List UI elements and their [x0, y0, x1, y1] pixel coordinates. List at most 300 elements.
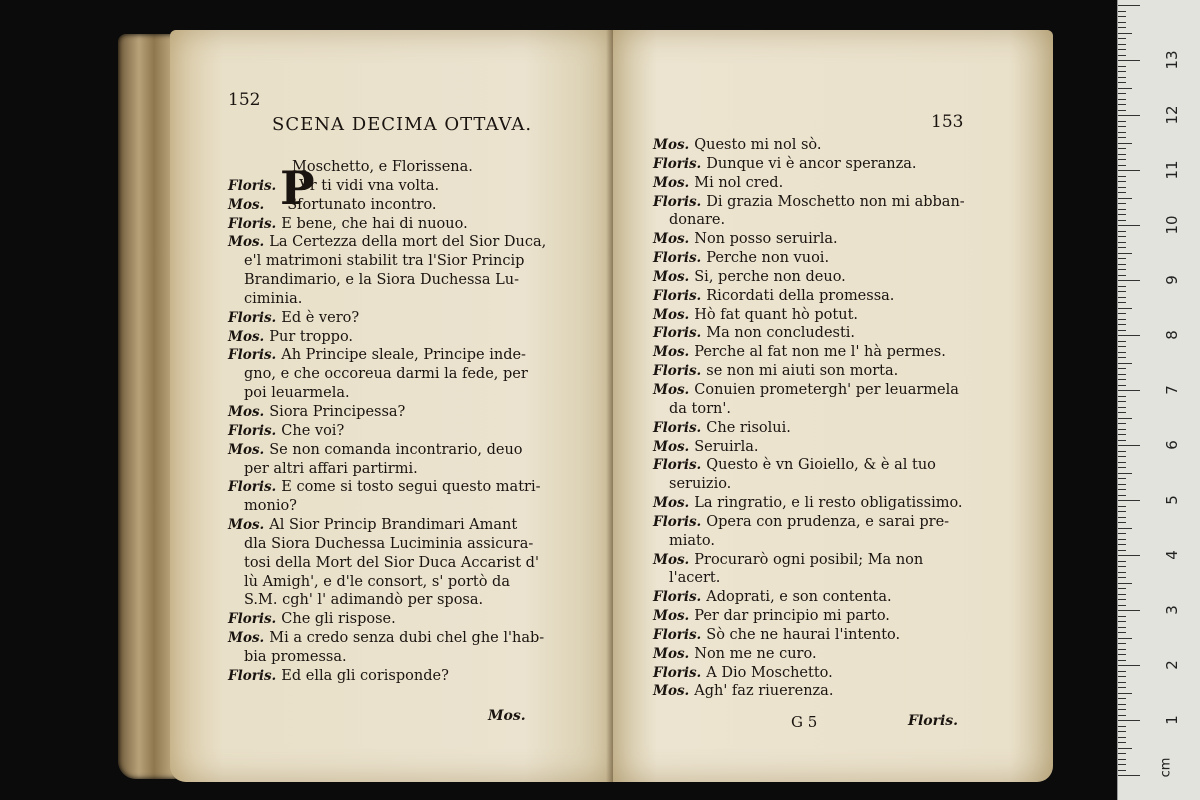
ruler-tick	[1118, 297, 1126, 298]
line-text: Hò fat quant hò potut.	[694, 306, 859, 323]
ruler-tick	[1118, 27, 1126, 28]
ruler-tick	[1118, 220, 1126, 221]
ruler-tick	[1118, 379, 1126, 380]
ruler-tick	[1118, 412, 1126, 413]
ruler-tick	[1118, 286, 1126, 287]
line-text: Ed ella gli corisponde?	[281, 667, 449, 684]
ruler-tick	[1118, 407, 1126, 408]
speaker-label: Mos.	[653, 137, 690, 153]
speaker-label: Mos.	[653, 683, 690, 700]
right-page-number: 153	[931, 112, 964, 132]
text-line	[228, 591, 546, 610]
ruler-number: 7	[1163, 385, 1181, 395]
text-line	[228, 309, 546, 328]
ruler-tick	[1118, 319, 1126, 320]
ruler-tick	[1118, 682, 1126, 683]
line-text: Brandimario, e la Siora Duchessa Lu-	[244, 272, 519, 289]
ruler-tick	[1118, 588, 1126, 589]
ruler-tick	[1118, 93, 1126, 94]
speaker-label: Mos.	[653, 306, 690, 323]
line-text: Pur troppo.	[269, 328, 354, 345]
text-line	[653, 513, 965, 532]
ruler-tick	[1118, 143, 1132, 144]
ruler-tick	[1118, 528, 1132, 529]
ruler-tick	[1118, 242, 1126, 243]
ruler-tick	[1118, 649, 1126, 650]
ruler-tick	[1118, 115, 1140, 116]
ruler-tick	[1118, 555, 1140, 556]
ruler-tick	[1118, 473, 1132, 474]
speaker-label: Floris.	[653, 589, 702, 606]
ruler-tick	[1118, 374, 1126, 375]
line-text: Agh' faz riuerenza.	[694, 683, 834, 700]
speaker-label: Floris.	[228, 479, 277, 496]
ruler-tick	[1118, 720, 1140, 721]
text-line	[228, 516, 546, 535]
ruler-tick	[1118, 423, 1126, 424]
line-text: da torn'.	[669, 400, 731, 417]
ruler-tick	[1118, 748, 1132, 749]
speaker-label: Mos.	[228, 517, 265, 534]
line-text: Ma non concludesti.	[706, 325, 856, 342]
line-text: Questo mi nol sò.	[694, 137, 822, 153]
text-line	[653, 475, 965, 494]
ruler-tick	[1118, 11, 1126, 12]
ruler-tick	[1118, 467, 1126, 468]
ruler-tick	[1118, 368, 1126, 369]
line-text: Seruirla.	[694, 438, 759, 455]
line-text: Questo è vn Gioiello, & è al tuo	[706, 457, 936, 474]
ruler-tick	[1118, 5, 1140, 6]
line-text: Non posso seruirla.	[694, 231, 838, 248]
ruler-tick	[1118, 390, 1140, 391]
ruler-tick	[1118, 104, 1126, 105]
line-text: Opera con prudenza, e sarai pre-	[706, 513, 950, 530]
left-catchword: Mos.	[488, 708, 526, 724]
text-line	[228, 478, 546, 497]
ruler-tick	[1118, 500, 1140, 501]
speaker-label: Floris.	[653, 193, 702, 210]
ruler-tick	[1118, 346, 1126, 347]
ruler-tick	[1118, 302, 1126, 303]
text-line	[653, 645, 965, 664]
text-line	[228, 460, 546, 479]
speaker-label: Floris.	[653, 626, 702, 643]
running-head: SCENA DECIMA OTTAVA.	[272, 114, 533, 135]
line-text: Mi a credo senza dubi chel ghe l'hab-	[269, 630, 545, 647]
ruler-tick	[1118, 506, 1126, 507]
line-text: Sò che ne haurai l'intento.	[706, 626, 901, 643]
ruler-tick	[1118, 627, 1126, 628]
ruler-tick	[1118, 643, 1126, 644]
ruler-tick	[1118, 187, 1126, 188]
ruler-tick	[1118, 632, 1126, 633]
ruler-tick	[1118, 583, 1132, 584]
ruler-tick	[1118, 533, 1126, 534]
ruler-tick	[1118, 775, 1140, 776]
ruler-tick	[1118, 258, 1126, 259]
text-line	[228, 403, 546, 422]
ruler-tick	[1118, 231, 1126, 232]
ruler-tick	[1118, 49, 1126, 50]
ruler-tick	[1118, 665, 1140, 666]
ruler-tick	[1118, 737, 1126, 738]
ruler-tick	[1118, 137, 1126, 138]
left-page	[170, 30, 613, 782]
line-text: Ed è vero?	[281, 309, 360, 326]
ruler-tick	[1118, 192, 1126, 193]
open-book	[118, 14, 1058, 789]
ruler-tick	[1118, 616, 1126, 617]
ruler-tick	[1118, 445, 1140, 446]
speaker-label: Mos.	[653, 645, 690, 662]
ruler-tick	[1118, 165, 1126, 166]
ruler-tick	[1118, 110, 1126, 111]
line-text: Al Sior Princip Brandimari Amant	[269, 517, 518, 534]
line-text: Dunque vi è ancor speranza.	[706, 155, 917, 172]
speaker-label: Floris.	[228, 215, 277, 232]
ruler-tick	[1118, 770, 1126, 771]
speaker-label: Floris.	[228, 611, 277, 628]
ruler-tick	[1118, 572, 1126, 573]
ruler-tick	[1118, 704, 1126, 705]
ruler-tick	[1118, 126, 1126, 127]
ruler-tick	[1118, 352, 1126, 353]
ruler-tick	[1118, 82, 1126, 83]
speaker-label: Mos.	[228, 196, 265, 213]
right-page	[613, 30, 1053, 782]
line-text: Per dar principio mi parto.	[694, 608, 890, 625]
speaker-label: Floris.	[653, 287, 702, 304]
ruler-tick	[1118, 225, 1140, 226]
ruler-tick	[1118, 440, 1126, 441]
ruler-tick	[1118, 396, 1126, 397]
line-text: Che voi?	[281, 422, 345, 439]
text-line	[228, 610, 546, 629]
ruler-tick	[1118, 484, 1126, 485]
ruler-tick	[1118, 566, 1126, 567]
ruler-tick	[1118, 181, 1126, 182]
text-line	[653, 682, 965, 701]
line-text: Che risolui.	[706, 419, 791, 436]
ruler-tick	[1118, 621, 1126, 622]
speaker-label: Mos.	[653, 381, 690, 398]
text-line	[653, 419, 965, 438]
text-line	[653, 230, 965, 249]
text-line	[228, 384, 546, 403]
text-line	[653, 287, 965, 306]
ruler-tick	[1118, 363, 1132, 364]
ruler-tick	[1118, 308, 1132, 309]
ruler-tick	[1118, 121, 1126, 122]
text-line	[228, 554, 546, 573]
left-page-text	[228, 158, 546, 686]
line-text: S.M. cgh' l' adimandò per sposa.	[244, 592, 484, 609]
text-line	[653, 438, 965, 457]
line-text: A Dio Moschetto.	[706, 664, 833, 681]
line-text: La ringratio, e li resto obligatissimo.	[694, 495, 963, 512]
line-text: Siora Principessa?	[269, 403, 406, 420]
ruler-tick	[1118, 451, 1126, 452]
ruler-tick	[1118, 77, 1126, 78]
ruler-tick	[1118, 341, 1126, 342]
ruler-tick	[1118, 511, 1126, 512]
text-line	[653, 456, 965, 475]
text-line	[653, 381, 965, 400]
ruler-tick	[1118, 209, 1126, 210]
ruler-tick	[1118, 33, 1132, 34]
speaker-label: Mos.	[228, 234, 265, 251]
speaker-label: Floris.	[653, 664, 702, 681]
speaker-label: Floris.	[228, 422, 277, 439]
ruler-tick	[1118, 148, 1126, 149]
line-text: tosi della Mort del Sior Duca Accarist d'	[244, 554, 539, 571]
ruler-tick	[1118, 742, 1126, 743]
speaker-label: Mos.	[228, 441, 265, 458]
ruler-tick	[1118, 610, 1140, 611]
speaker-label: Floris.	[228, 309, 277, 326]
measuring-ruler	[1117, 0, 1200, 800]
ruler-tick	[1118, 594, 1126, 595]
text-line	[228, 158, 546, 177]
ruler-tick	[1118, 522, 1126, 523]
drop-cap: P	[280, 161, 315, 215]
ruler-unit: cm	[1158, 757, 1174, 778]
ruler-tick	[1118, 605, 1126, 606]
ruler-tick	[1118, 280, 1140, 281]
text-line	[228, 422, 546, 441]
speaker-label: Floris.	[653, 363, 702, 380]
ruler-number: 1	[1163, 715, 1181, 725]
ruler-number: 10	[1163, 215, 1181, 235]
text-line	[228, 441, 546, 460]
ruler-tick	[1118, 577, 1126, 578]
speaker-label: Floris.	[228, 177, 277, 194]
ruler-tick	[1118, 715, 1126, 716]
ruler-tick	[1118, 313, 1126, 314]
ruler-number: 11	[1163, 160, 1181, 180]
ruler-tick	[1118, 671, 1126, 672]
speaker-label: Floris.	[653, 513, 702, 530]
line-text: Ah Principe sleale, Principe inde-	[281, 347, 526, 364]
line-text: Ricordati della promessa.	[706, 287, 895, 304]
line-text: Non me ne curo.	[694, 645, 817, 662]
ruler-number: 12	[1163, 105, 1181, 125]
line-text: E come si tosto segui questo matri-	[281, 479, 541, 496]
line-text: Vr ti vidi vna volta.	[299, 177, 440, 194]
ruler-tick	[1118, 291, 1126, 292]
text-line	[653, 174, 965, 193]
ruler-tick	[1118, 660, 1126, 661]
line-text: dla Siora Duchessa Luciminia assicura-	[244, 535, 534, 552]
speaker-label: Floris.	[653, 250, 702, 267]
text-line	[653, 588, 965, 607]
text-line	[653, 362, 965, 381]
ruler-tick	[1118, 693, 1132, 694]
ruler-number: 5	[1163, 495, 1181, 505]
text-line	[653, 551, 965, 570]
text-line	[653, 343, 965, 362]
ruler-tick	[1118, 676, 1126, 677]
text-line	[228, 365, 546, 384]
ruler-tick	[1118, 726, 1126, 727]
text-line	[228, 215, 546, 234]
ruler-tick	[1118, 478, 1126, 479]
speaker-label: Floris.	[653, 419, 702, 436]
ruler-tick	[1118, 16, 1126, 17]
text-line	[228, 667, 546, 686]
ruler-tick	[1118, 99, 1126, 100]
ruler-tick	[1118, 203, 1126, 204]
line-text: Perche al fat non me l' hà permes.	[694, 344, 946, 361]
speaker-label: Mos.	[653, 608, 690, 625]
text-line	[228, 233, 546, 252]
ruler-tick	[1118, 55, 1126, 56]
ruler-tick	[1118, 357, 1126, 358]
text-line	[653, 211, 965, 230]
line-text: poi leuarmela.	[244, 385, 350, 402]
ruler-tick	[1118, 88, 1132, 89]
ruler-tick	[1118, 38, 1126, 39]
speaker-label: Mos.	[653, 438, 690, 455]
ruler-tick	[1118, 159, 1126, 160]
line-text: Di grazia Moschetto non mi abban-	[706, 193, 965, 210]
book-fore-edge	[118, 34, 178, 779]
line-text: miato.	[669, 532, 715, 549]
ruler-tick	[1118, 154, 1126, 155]
text-line	[228, 346, 546, 365]
ruler-tick	[1118, 22, 1126, 23]
line-text: Adoprati, e son contenta.	[706, 589, 892, 606]
ruler-tick	[1118, 275, 1126, 276]
ruler-tick	[1118, 269, 1126, 270]
ruler-tick	[1118, 429, 1126, 430]
ruler-tick	[1118, 687, 1126, 688]
ruler-tick	[1118, 638, 1132, 639]
text-line	[228, 177, 546, 196]
ruler-tick	[1118, 561, 1126, 562]
ruler-tick	[1118, 698, 1126, 699]
text-line	[228, 648, 546, 667]
line-text: Sfortunato incontro.	[287, 196, 437, 213]
ruler-tick	[1118, 517, 1126, 518]
text-line	[653, 155, 965, 174]
text-line	[653, 607, 965, 626]
ruler-tick	[1118, 253, 1132, 254]
ruler-number: 8	[1163, 330, 1181, 340]
line-text: donare.	[669, 212, 726, 229]
line-text: se non mi aiuti son morta.	[706, 363, 899, 380]
line-text: Mi nol cred.	[694, 174, 784, 191]
ruler-tick	[1118, 385, 1126, 386]
ruler-tick	[1118, 60, 1140, 61]
ruler-tick	[1118, 214, 1126, 215]
ruler-tick	[1118, 170, 1140, 171]
speaker-label: Floris.	[653, 325, 702, 342]
line-text: Moschetto, e Florissena.	[292, 159, 473, 175]
ruler-tick	[1118, 456, 1126, 457]
line-text: E bene, che hai di nuouo.	[281, 215, 468, 232]
text-line	[653, 400, 965, 419]
text-line	[653, 306, 965, 325]
line-text: lù Amigh', e d'le consort, s' portò da	[244, 573, 510, 590]
text-line	[653, 249, 965, 268]
line-text: Se non comanda incontrario, deuo	[269, 441, 523, 458]
ruler-tick	[1118, 44, 1126, 45]
ruler-number: 2	[1163, 660, 1181, 670]
ruler-tick	[1118, 401, 1126, 402]
ruler-number: 9	[1163, 275, 1181, 285]
speaker-label: Floris.	[653, 155, 702, 172]
ruler-tick	[1118, 753, 1126, 754]
line-text: seruizio.	[669, 476, 732, 493]
text-line	[228, 290, 546, 309]
line-text: Procurarò ogni posibil; Ma non	[694, 551, 924, 568]
left-page-number: 152	[228, 90, 261, 110]
text-line	[653, 532, 965, 551]
line-text: per altri affari partirmi.	[244, 460, 418, 477]
text-line	[228, 252, 546, 271]
ruler-number: 13	[1163, 50, 1181, 70]
ruler-tick	[1118, 335, 1140, 336]
ruler-tick	[1118, 71, 1126, 72]
speaker-label: Mos.	[228, 328, 265, 345]
line-text: Conuien prometergh' per leuarmela	[694, 381, 959, 398]
text-line	[228, 196, 546, 215]
ruler-number: 6	[1163, 440, 1181, 450]
ruler-tick	[1118, 599, 1126, 600]
text-line	[653, 193, 965, 212]
line-text: l'acert.	[669, 570, 721, 587]
text-line	[228, 573, 546, 592]
ruler-tick	[1118, 731, 1126, 732]
ruler-tick	[1118, 198, 1132, 199]
speaker-label: Floris.	[653, 457, 702, 474]
ruler-tick	[1118, 550, 1126, 551]
speaker-label: Mos.	[228, 630, 265, 647]
text-line	[228, 328, 546, 347]
ruler-tick	[1118, 462, 1126, 463]
line-text: e'l matrimoni stabilit tra l'Sior Princip	[244, 253, 525, 270]
text-line	[228, 535, 546, 554]
speaker-label: Floris.	[228, 347, 277, 364]
signature-mark: G 5	[791, 713, 818, 731]
ruler-number: 4	[1163, 550, 1181, 560]
speaker-label: Floris.	[228, 667, 277, 684]
line-text: La Certezza della mort del Sior Duca,	[269, 234, 547, 251]
line-text: Perche non vuoi.	[706, 250, 830, 267]
line-text: Si, perche non deuo.	[694, 268, 846, 285]
speaker-label: Mos.	[228, 403, 265, 420]
ruler-tick	[1118, 66, 1126, 67]
ruler-tick	[1118, 236, 1126, 237]
ruler-tick	[1118, 418, 1132, 419]
line-text: monio?	[244, 498, 297, 515]
text-line	[228, 629, 546, 648]
text-line	[653, 664, 965, 683]
speaker-label: Mos.	[653, 495, 690, 512]
ruler-tick	[1118, 495, 1126, 496]
ruler-tick	[1118, 764, 1126, 765]
ruler-tick	[1118, 709, 1126, 710]
text-line	[653, 268, 965, 287]
line-text: ciminia.	[244, 290, 303, 307]
line-text: gno, e che occoreua darmi la fede, per	[244, 366, 528, 383]
ruler-tick	[1118, 132, 1126, 133]
speaker-label: Mos.	[653, 231, 690, 248]
ruler-tick	[1118, 489, 1126, 490]
right-page-text	[653, 136, 965, 701]
